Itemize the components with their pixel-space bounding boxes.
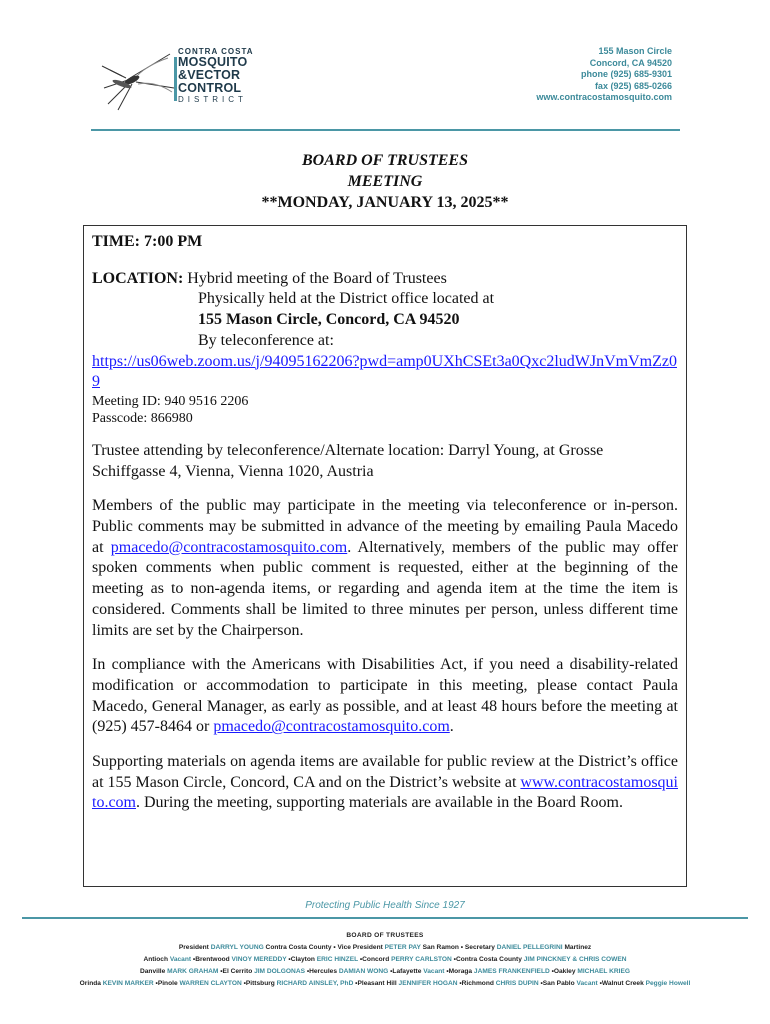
ada-paragraph <box>92 655 678 738</box>
meeting-title <box>0 150 770 213</box>
title-line2: MEETING <box>347 173 423 190</box>
trustees-line2 <box>0 954 770 966</box>
trustee-name: DANIEL PELLEGRINI <box>496 944 563 951</box>
passcode: Passcode: 866980 <box>92 410 193 426</box>
trustee-city: San Ramon • Secretary <box>420 944 497 951</box>
supporting-materials-paragraph <box>92 752 678 814</box>
location-label: LOCATION: <box>92 269 184 287</box>
website-link[interactable]: www.contracostamosquito.com <box>92 773 678 812</box>
title-date: **MONDAY, JANUARY 13, 2025** <box>261 194 509 211</box>
trustee-name: MICHAEL KRIEG <box>577 968 630 975</box>
logo-line4: CONTROL <box>178 81 242 95</box>
address-phone: phone (925) 685-9301 <box>580 69 672 80</box>
trustee-name: PERRY CARLSTON <box>391 956 452 963</box>
logo-bar <box>174 57 177 101</box>
trustee-city: Martinez <box>562 944 592 951</box>
public-text2: . Alternatively, members of the public may offer spoken comments when public comment is requested, either at the beginning of the meeting as to non-agenda items, or regarding and agenda item at the time the item is considered. Comments shall be limited to three minutes per person, unless different time limits are set by the Chairperson. <box>92 538 679 639</box>
trustee-name: RICHARD AINSLEY, PhD <box>276 980 354 987</box>
header-divider <box>91 129 680 131</box>
footer-divider <box>22 917 748 919</box>
public-participation-paragraph <box>92 496 678 641</box>
address-website[interactable]: www.contracostamosquito.com <box>536 92 672 103</box>
logo-line1: CONTRA COSTA <box>178 47 254 56</box>
support-text1: Supporting materials on agenda items are available for public review at the District’s office at 155 Mason Circle, Concord, CA and on the District’s website at <box>92 753 678 791</box>
trustee-city: •San Pablo <box>538 980 577 987</box>
support-text2: . During the meeting, supporting materials are available in the Board Room. <box>136 794 623 812</box>
trustee-name: ERIC HINZEL <box>316 956 359 963</box>
logo-line2: MOSQUITO <box>178 55 248 69</box>
trustee-city: Danville <box>140 968 168 975</box>
trustee-city: •Richmond <box>457 980 496 987</box>
trustee-name: JIM PINCKNEY & CHRIS COWEN <box>523 956 627 963</box>
meeting-id: Meeting ID: 940 9516 2206 <box>92 393 249 409</box>
logo-line5: DISTRICT <box>178 95 247 104</box>
trustee-city: •Moraga <box>444 968 474 975</box>
trustee-name: CHRIS DUPIN <box>495 980 539 987</box>
ada-text1: In compliance with the Americans with Disabilities Act, if you need a disability-related modification or accommodation to participate in this meeting, please contact Paula Macedo, General Manager, as early as possible, and at least 48 hours before the meeting at (925) 457-8464 or <box>92 656 678 736</box>
trustee-city: •Contra Costa County <box>451 956 524 963</box>
trustee-name: Vacant <box>169 956 192 963</box>
address-street: 155 Mason Circle <box>598 46 672 56</box>
mosquito-icon <box>100 48 178 112</box>
trustee-city: •Pittsburg <box>241 980 277 987</box>
trustee-city: •Oakley <box>549 968 578 975</box>
trustee-city: •Walnut Creek <box>597 980 646 987</box>
trustee-name: MARK GRAHAM <box>167 968 219 975</box>
trustee-remote-note: Trustee attending by teleconference/Alternate location: Darryl Young, at Grosse Schiffgasse 4, Vienna, Vienna 1020, Austria <box>92 441 604 480</box>
trustee-city: •Pinole <box>153 980 180 987</box>
trustee-name: JENNIFER HOGAN <box>398 980 458 987</box>
trustee-city: •Brentwood <box>191 956 232 963</box>
address-fax: fax (925) 685-0266 <box>594 80 672 91</box>
trustee-name: Peggie Howell <box>645 980 691 987</box>
ada-email-link[interactable]: pmacedo@contracostamosquito.com <box>213 718 450 736</box>
meeting-time: TIME: 7:00 PM <box>92 233 203 250</box>
logo-line3: &VECTOR <box>178 68 241 82</box>
district-logo <box>100 48 260 112</box>
address-city: Concord, CA 94520 <box>589 57 672 68</box>
location-address: 155 Mason Circle, Concord, CA 94520 <box>198 311 460 329</box>
address-block <box>536 46 672 104</box>
title-line1: BOARD OF TRUSTEES <box>302 152 468 169</box>
trustee-city: President <box>178 944 211 951</box>
trustee-name: Vacant <box>576 980 598 987</box>
trustee-city: Orinda <box>79 980 103 987</box>
trustee-city: •Hercules <box>304 968 339 975</box>
trustees-line3 <box>0 966 770 978</box>
trustee-name: DAMIAN WONG <box>338 968 389 975</box>
trustee-name: PETER PAY <box>384 944 421 951</box>
trustee-name: JAMES FRANKENFIELD <box>473 968 550 975</box>
logo-text <box>178 48 254 104</box>
trustee-name: Vacant <box>423 968 445 975</box>
trustee-city: •El Cerrito <box>218 968 255 975</box>
trustee-city: •Pleasant Hill <box>353 980 399 987</box>
public-text1: Members of the public may participate in the meeting via teleconference or in-person. Public comments may be submitted in advance of the meeting by emailing Paula Macedo at <box>92 497 678 556</box>
trustee-city: •Lafayette <box>388 968 424 975</box>
public-email-link[interactable]: pmacedo@contracostamosquito.com <box>110 538 348 556</box>
meeting-notice-box <box>83 225 687 887</box>
trustee-city: •Concord <box>358 956 392 963</box>
location-line1 <box>92 269 678 290</box>
ada-text2: . <box>449 718 454 736</box>
trustees-line4 <box>0 978 770 990</box>
trustee-name: JIM DOLGONAS <box>254 968 305 975</box>
trustee-name: KEVIN MARKER <box>102 980 154 987</box>
tagline: Protecting Public Health Since 1927 <box>305 900 465 911</box>
trustees-list <box>0 930 770 990</box>
location-line2: Physically held at the District office located at <box>198 290 495 308</box>
trustee-name: DARRYL YOUNG <box>210 944 264 951</box>
trustee-city: Antioch <box>143 956 170 963</box>
trustee-city: Contra Costa County • Vice President <box>263 944 385 951</box>
location-text1: Hybrid meeting of the Board of Trustees <box>187 269 447 287</box>
trustee-name: VINOY MEREDDY <box>231 956 287 963</box>
trustees-line1 <box>0 942 770 954</box>
trustee-name: WARREN CLAYTON <box>179 980 242 987</box>
trustees-heading: BOARD OF TRUSTEES <box>346 932 424 939</box>
location-line4: By teleconference at: <box>198 331 334 349</box>
trustee-city: •Clayton <box>286 956 317 963</box>
zoom-link[interactable]: https://us06web.zoom.us/j/94095162206?pwd=amp0UXhCSEt3a0Qxc2ludWJnVmVmZz09 <box>92 352 677 391</box>
